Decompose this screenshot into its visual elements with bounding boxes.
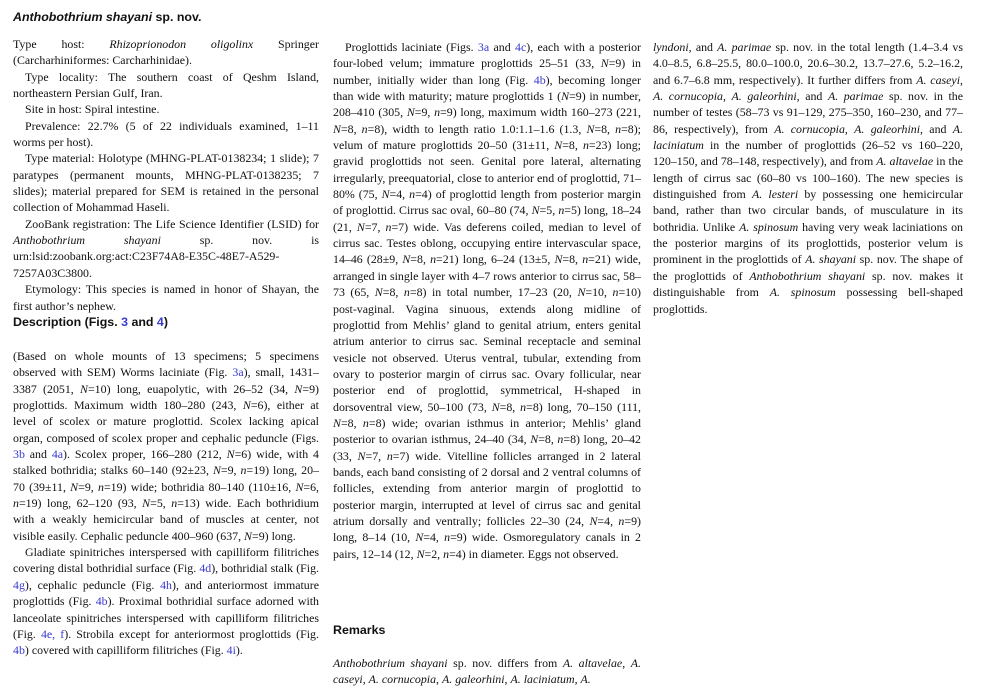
- text-run: Gladiate spinitriches interspersed with capilliform filitriches covering distal bothridial surface (Fig.: [13, 545, 319, 576]
- figure-link[interactable]: 3a: [232, 365, 244, 380]
- italic-taxon-name: A. cornucopia: [774, 121, 845, 136]
- text-run: ): [163, 315, 168, 329]
- paragraph: [13, 348, 319, 544]
- paragraph: [13, 150, 319, 215]
- text-run: and: [24, 447, 52, 462]
- italic-taxon-name: A. galeorhini: [442, 672, 505, 687]
- text-run: ). Strobila except for anteriormost proglottids (Fig.: [64, 626, 319, 641]
- italic-taxon-name: Anthobothrium shayani: [13, 10, 153, 24]
- figure-link[interactable]: 3b: [13, 447, 25, 462]
- figure-link[interactable]: 4c: [515, 40, 527, 54]
- paragraph: [13, 544, 319, 658]
- figure-link[interactable]: 4a: [51, 447, 64, 462]
- italic-taxon-name: A. spinosum: [769, 285, 836, 300]
- figure-link[interactable]: 4b: [95, 594, 108, 609]
- paragraph: [333, 655, 641, 688]
- text-run: sp. nov. in the total length (1.4–3.4 vs 4.0–8.5, 6.8–25.5, 80.0–100.0, 20.6–30.2, 13.7–27.6, 5.2–16.2, and 6.7–6.8 mm, respectively). It further differs from: [653, 40, 963, 87]
- text-run: (Based on whole mounts of 13 specimens; 5 specimens observed with SEM) Worms laciniate (Fig.: [13, 349, 319, 380]
- figure-link[interactable]: 4b: [13, 643, 25, 658]
- taxonomy-summary: [13, 36, 319, 314]
- text-run: ZooBank registration: The Life Science Identifier (LSID) for: [25, 216, 319, 231]
- text-run: Type host:: [13, 37, 110, 51]
- text-run: in the number of proglottids (26–52 vs 160–220, 120–150, and 78–148, respectively), and from: [653, 138, 963, 169]
- italic-taxon-name: A. parimae: [827, 89, 884, 104]
- text-run: sp. nov. differs from: [447, 656, 563, 670]
- text-run: possessing bell-shaped proglottids.: [653, 285, 963, 316]
- italic-taxon-name: A. cornucopia: [368, 672, 437, 687]
- text-run: Springer (Carcharhiniformes: Carcharhinidae).: [13, 37, 319, 68]
- italic-taxon-name: Rhizoprionodon oligolinx: [109, 37, 254, 51]
- text-run: having very weak laciniations on the posterior margins of its proglottids, posterior velum is prominent in the proglottids of: [653, 219, 963, 267]
- text-run: Remarks: [333, 623, 386, 637]
- text-run: ,: [362, 672, 369, 687]
- text-run: ) covered with capilliform filitriches (Fig.: [24, 643, 227, 658]
- italic-taxon-name: A. lesteri: [751, 187, 799, 202]
- paragraph: [13, 118, 319, 151]
- text-run: sp. nov.: [152, 10, 202, 24]
- paragraph: [653, 39, 963, 317]
- text-run: ,: [622, 656, 631, 670]
- paragraph: [13, 36, 319, 69]
- text-run: Description (Figs.: [13, 315, 122, 329]
- figure-link[interactable]: 4d: [199, 561, 212, 576]
- figure-link[interactable]: 4i: [226, 643, 236, 658]
- species-title: [13, 10, 201, 24]
- text-run: by possessing one hemicircular band, rather than two circular bands, of musculature in its bothridia. Unlike: [653, 187, 963, 234]
- text-run: Type locality: The southern coast of Qeshm Island, northeastern Persian Gulf, Iran.: [13, 69, 319, 101]
- italic-taxon-name: A. altavelae: [562, 656, 623, 670]
- paragraph: [333, 39, 641, 562]
- text-run: Type material: Holotype (MHNG-PLAT-0138234; 1 slide); 7 paratypes (permanent mounts, MHNG-PLAT-0138235; 7 slides); material prepared for SEM is retained in the personal collection of Mohammad Haseli.: [13, 151, 319, 215]
- italic-taxon-name: A. parimae: [717, 40, 772, 54]
- text-run: sp. nov. makes it distinguishable from: [653, 268, 963, 300]
- text-run: ), cephalic peduncle (Fig.: [24, 577, 161, 592]
- text-run: ,: [504, 672, 511, 687]
- paragraph: [13, 216, 319, 281]
- italic-taxon-name: Anthobothrium shayani: [13, 233, 161, 248]
- figure-link[interactable]: 4b: [533, 72, 546, 87]
- text-run: Site in host: Spiral intestine.: [25, 102, 160, 117]
- figure-link[interactable]: 3: [121, 315, 128, 329]
- text-run: , and: [688, 40, 718, 54]
- italic-taxon-name: A. galeorhini: [854, 121, 921, 136]
- text-run: ).: [235, 643, 243, 658]
- italic-taxon-name: A. shayani: [805, 252, 857, 267]
- text-run: ), becoming longer than wide with maturity; mature proglottids 1 (N=9) in number, 208–410 (305, N=9, n=9) long, maximum width 160–273 (221, N=8, n=8), width to length ratio 1.0:1.1–1.6 (1.3, N=8, n=8); velum of mature proglottids 20–50 (31±11, N=8, n=23) long; gravid proglottids not seen. Genital pore lateral, alternating irregularly, preequatorial, close to anterior end of proglottid, 71–80% (75, N=4, n=4) of proglottid length from posterior margin of proglottid. Cirrus sac oval, 60–80 (74, N=5, n=5) long, 18–24 (21, N=7, n=7) wide. Vas deferens coiled, median to level of cirrus sac. Testes oblong, occupying entire intervascular space, 14–46 (28±9, N=8, n=21) long, 6–24 (13±5, N=8, n=21) wide, arranged in single layer with 4–7 rows anterior to cirrus sac, 58–73 (65, N=8, n=8) in total number, 17–23 (20, N=10, n=10) post-vaginal. Vagina sinuous, extends along midline of proglottid from Mehlis’ gland to genital atrium, enters genital atrium anterior to cirrus sac. Seminal receptacle and seminal vesicle not observed. Uterus ventral, tubular, extending from ovary to posterior margin of cirrus sac. Ovary follicular, near posterior end of proglottid, symmetrical, H-shaped in dorsoventral view, 50–100 (73, N=8, n=8) long, 70–150 (111, N=8, n=8) wide; ovarian isthmus in anterior; Mehlis’ gland posterior to ovarian isthmus, 24–40 (34, N=8, n=8) long, 20–42 (33, N=7, n=7) wide. Vitelline follicles arranged in 2 lateral bands, each band consisting of 2 dorsal and 2 ventral columns of follicles, extending from anterior margin of proglottid to posterior margin, interrupted at level of cirrus sac and genital atrium dorsally and ventrally; follicles 22–30 (24, N=4, n=9) long, 8–14 (10, N=4, n=9) wide. Osmoregulatory canals in 2 pairs, 12–14 (12, N=2, n=4) in diameter. Eggs not observed.: [333, 72, 642, 561]
- italic-taxon-name: Anthobothrium shayani: [333, 656, 448, 670]
- text-run: ,: [574, 672, 581, 687]
- text-run: , and: [796, 89, 828, 104]
- text-run: ). Scolex proper, 166–280 (212, N=6) wide, with 4 stalked bothridia; stalks 60–140 (92±23, N=9, n=19) long, 20–70 (39±11, N=9, n=19) wide; bothridia 80–140 (110±16, N=6, n=19) long, 62–120 (93, N=5, n=13) wide. Each bothridium with a weakly hemicircular band of muscles at center, not visible easily. Cephalic peduncle 400–960 (637, N=9) long.: [13, 447, 320, 543]
- italic-taxon-name: A. galeorhini: [731, 89, 797, 104]
- figure-link[interactable]: 4: [156, 315, 164, 329]
- text-run: ). Proximal bothridial surface adorned with lanceolate spinitriches interspersed with capilliform filitriches (Fig.: [13, 594, 319, 641]
- description-heading: [13, 315, 168, 329]
- text-run: in the length of cirrus sac (60–80 vs 100–160). The new species is distinguished from: [653, 154, 963, 202]
- text-run: Proglottids laciniate (Figs.: [345, 40, 478, 54]
- description-text-part1: [13, 348, 319, 659]
- description-text-part2: [333, 39, 641, 562]
- paragraph: [13, 281, 319, 314]
- italic-taxon-name: A. cornucopia: [653, 89, 723, 104]
- italic-taxon-name: lyndoni: [653, 40, 689, 54]
- remarks-heading: [333, 623, 385, 637]
- text-run: ), and anteriormost immature proglottids (Fig.: [13, 577, 319, 609]
- text-run: , and: [920, 121, 953, 136]
- figure-link[interactable]: 4h: [160, 577, 172, 592]
- italic-taxon-name: A.: [580, 672, 591, 687]
- text-run: sp. nov. The shape of the proglottids of: [653, 252, 964, 283]
- text-run: ), each with a posterior four-lobed velum; immature proglottids 25–51 (33, N=9) in number, initially wider than long (Fig.: [333, 40, 641, 87]
- text-run: and: [489, 40, 515, 54]
- figure-link[interactable]: 4e, f: [40, 626, 65, 641]
- italic-taxon-name: A. caseyi: [916, 72, 961, 87]
- text-run: ,: [436, 672, 442, 687]
- remarks-text-part1: [333, 655, 641, 688]
- italic-taxon-name: A. laciniatum: [510, 672, 575, 687]
- text-run: ), small, 1431–3387 (2051, N=10) long, euapolytic, with 26–52 (34, N=9) proglottids. Maximum width 180–280 (243, N=6), either at level of scolex or mature proglottid. Scolex lacking apical organ, composed of scolex proper and cephalic peduncle (Figs.: [13, 365, 319, 445]
- text-run: Etymology: This species is named in honor of Shayan, the first author’s nephew.: [13, 282, 319, 313]
- text-run: Prevalence: 22.7% (5 of 22 individuals examined, 1–11 worms per host).: [13, 118, 319, 150]
- paragraph: [13, 101, 319, 117]
- italic-taxon-name: A. spinosum: [739, 219, 799, 234]
- italic-taxon-name: A. altavelae: [876, 154, 934, 169]
- figure-link[interactable]: 4g: [13, 577, 25, 592]
- figure-link[interactable]: 3a: [477, 40, 490, 54]
- text-run: ,: [722, 89, 732, 104]
- italic-taxon-name: A. caseyi: [333, 656, 641, 687]
- italic-taxon-name: Anthobothrium shayani: [749, 268, 866, 283]
- text-run: ), bothridial stalk (Fig.: [211, 561, 319, 576]
- paragraph: [13, 69, 319, 102]
- text-run: and: [128, 315, 157, 329]
- remarks-text-part2: [653, 39, 963, 317]
- text-run: ,: [844, 121, 855, 136]
- text-run: sp. nov. in the number of testes (58–73 vs 91–129, 275–350, 160–230, and 77–86, respectively), from: [653, 89, 963, 136]
- text-run: ,: [960, 72, 964, 87]
- text-run: sp. nov. is urn:lsid:zoobank.org:act:C23F74A8-E35C-48E7-A529-7257A03C3800.: [13, 233, 320, 280]
- italic-taxon-name: A. laciniatum: [653, 121, 963, 153]
